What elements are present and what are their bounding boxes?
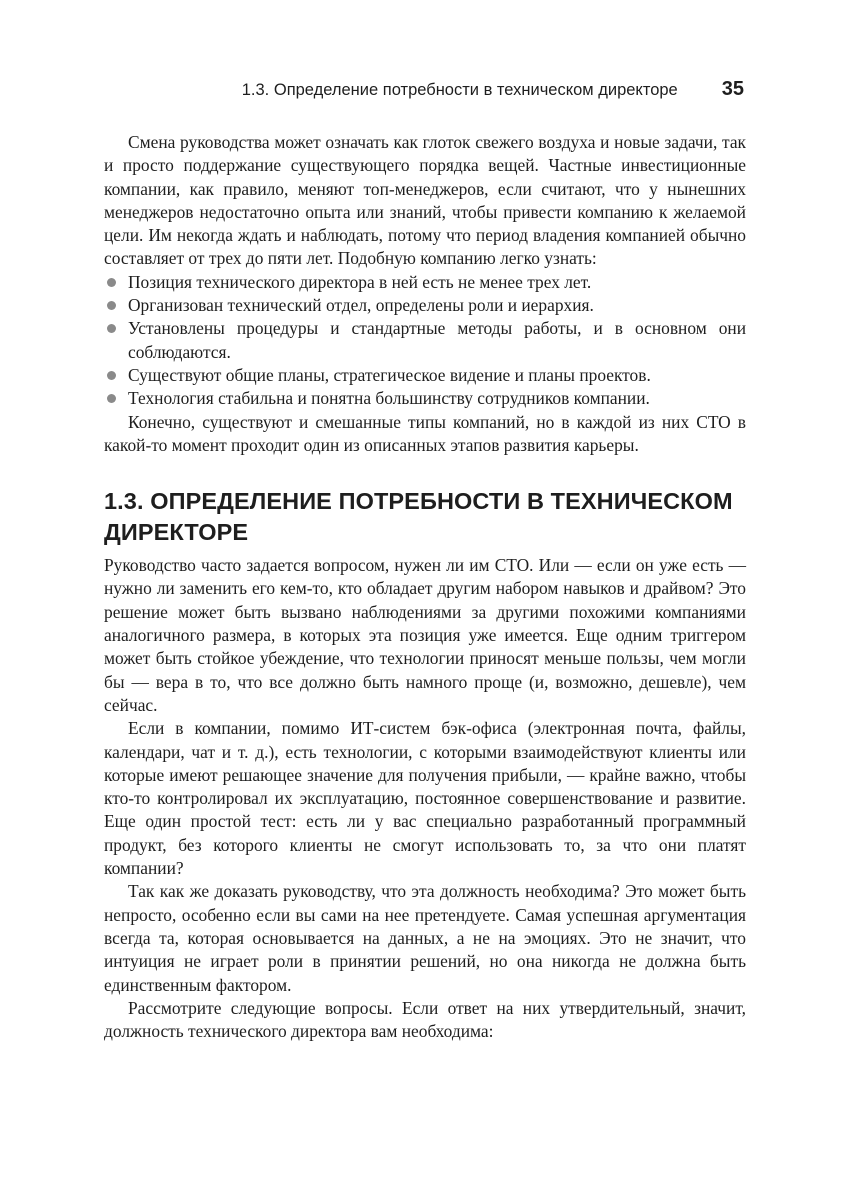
bullet-text: Установлены процедуры и стандартные методы работы, и в основном они соблюдаются. xyxy=(128,318,746,362)
section-paragraph: Руководство часто задается вопросом, нужен ли им CTO. Или — если он уже есть — нужно ли заменить его кем-то, кто обладает другим набором навыков и драйвом? Это решение может быть вызвано наблюдениями за другими похожими компаниями аналогичного размера, в которых эта позиция уже имеется. Еще одним триггером может быть стойкое убеждение, что технологии приносят меньше пользы, чем могли бы — вера в то, что все должно быть намного проще (и, возможно, дешевле), чем сейчас. xyxy=(104,555,746,715)
section-heading: 1.3. ОПРЕДЕЛЕНИЕ ПОТРЕБНОСТИ В ТЕХНИЧЕСКОМ ДИРЕКТОРЕ xyxy=(104,488,733,546)
section-paragraph: Если в компании, помимо ИТ-систем бэк-офиса (электронная почта, файлы, календари, чат и т. д.), есть технологии, с которыми взаимодействуют клиенты или которые имеют решающее значение для получения прибыли, — крайне важно, чтобы кто-то контролировал их эксплуатацию, постоянное совершенствование и развитие. Еще один простой тест: есть ли у вас специально разработанный программный продукт, без которого клиенты не смогут использовать то, за что они платят компании? xyxy=(104,718,746,879)
bullet-item xyxy=(104,317,746,364)
bullet-item xyxy=(104,364,746,387)
body-text xyxy=(104,131,746,1043)
intro-closing-paragraph: Конечно, существуют и смешанные типы компаний, но в каждой из них CTO в какой-то момент проходит один из описанных этапов развития карьеры. xyxy=(104,411,746,455)
bullet-icon xyxy=(107,301,116,310)
bullet-icon xyxy=(107,371,116,380)
bullet-list xyxy=(104,271,746,411)
running-head-title: 1.3. Определение потребности в техническом директоре xyxy=(241,81,678,99)
section-paragraph: Так как же доказать руководству, что эта должность необходима? Это может быть непросто, особенно если вы сами на нее претендуете. Самая успешная аргументация всегда та, которая основывается на данных, а не на эмоциях. Это не значит, что интуиция не играет роли в принятии решений, но она никогда не должна быть единственным фактором. xyxy=(104,881,746,995)
intro-paragraph: Смена руководства может означать как глоток свежего воздуха и новые задачи, так и просто поддержание существующего порядка вещей. Частные инвестиционные компании, как правило, меняют топ-менеджеров, если считают, что у нынешних менеджеров недостаточно опыта или знаний, чтобы привести компанию к желаемой цели. Им некогда ждать и наблюдать, потому что период владения компанией обычно составляет от трех до пяти лет. Подобную компанию легко узнать: xyxy=(104,132,746,269)
bullet-icon xyxy=(107,324,116,333)
bullet-icon xyxy=(107,394,116,403)
running-head xyxy=(104,78,744,102)
bullet-item xyxy=(104,387,746,410)
bullet-item xyxy=(104,294,746,317)
page-number: 35 xyxy=(721,78,744,100)
bullet-text: Позиция технического директора в ней есть не менее трех лет. xyxy=(128,271,592,292)
section-paragraph: Рассмотрите следующие вопросы. Если ответ на них утвердительный, значит, должность технического директора вам необходима: xyxy=(104,997,746,1042)
bullet-text: Существуют общие планы, стратегическое видение и планы проектов. xyxy=(128,364,651,385)
bullet-item xyxy=(104,271,746,294)
bullet-text: Технология стабильна и понятна большинству сотрудников компании. xyxy=(128,388,650,409)
bullet-icon xyxy=(107,278,116,287)
bullet-text: Организован технический отдел, определены роли и иерархия. xyxy=(128,295,594,316)
